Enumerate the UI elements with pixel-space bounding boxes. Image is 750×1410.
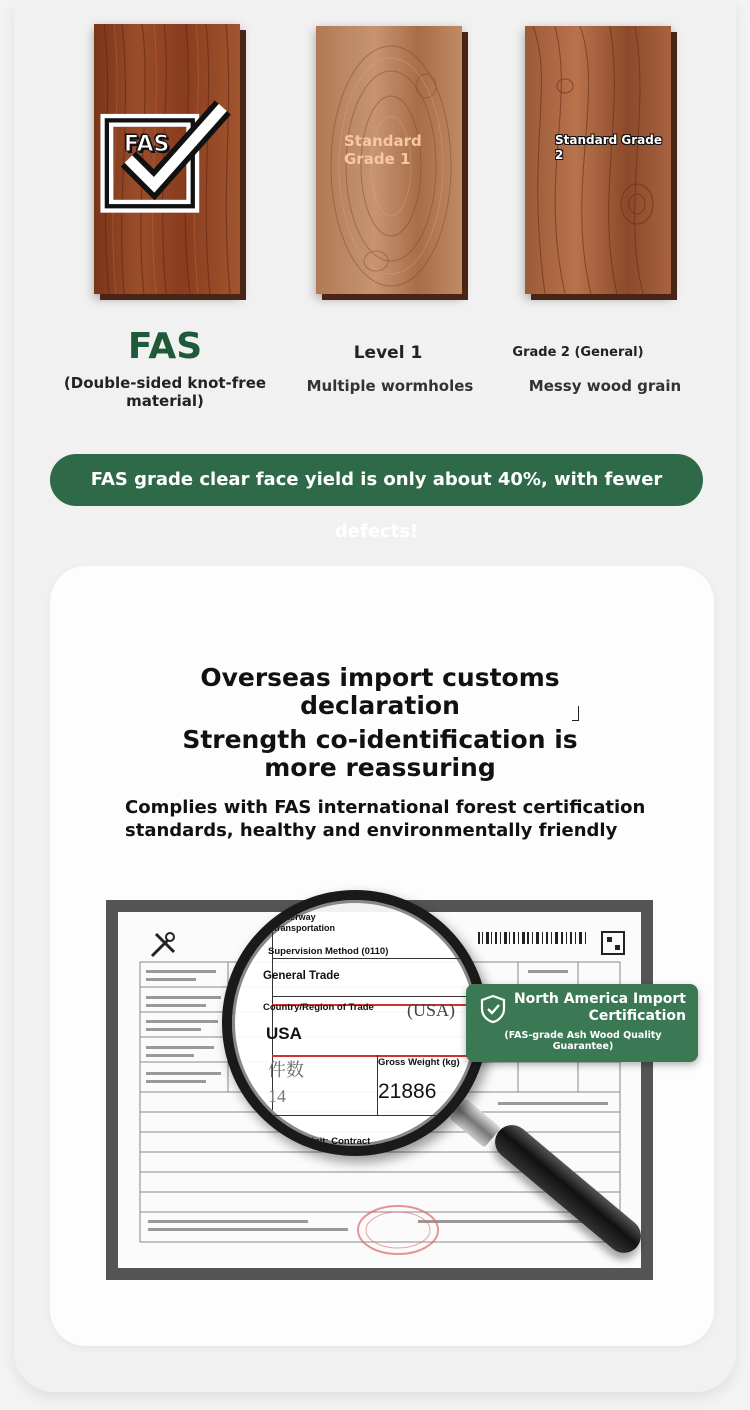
unit-label: Unit: Contract — [307, 1136, 371, 1147]
customs-heading: Overseas import customs declaration — [200, 663, 560, 720]
certification-subheading: Complies with FAS international forest certification standards, healthy and environmentally friendly — [125, 797, 646, 841]
grade2-description: Messy wood grain — [528, 377, 682, 395]
country-code: (USA) — [407, 1000, 455, 1020]
fas-grade-title: FAS — [127, 326, 203, 367]
checkbox-check-icon — [94, 24, 240, 294]
certification-title: North America Import Certification — [513, 991, 686, 1024]
shield-check-icon — [480, 994, 506, 1024]
certification-subtitle: (FAS-grade Ash Wood Quality Guarantee) — [504, 1030, 662, 1052]
level1-grade-title: Level 1 — [353, 343, 423, 363]
fas-wood-board-image — [94, 24, 240, 294]
grade2-wood-board-image — [525, 26, 671, 294]
tools-icon — [148, 930, 178, 960]
country-value: USA — [266, 1024, 302, 1043]
identification-heading: Strength co-identification is more reassuring — [182, 725, 578, 782]
country-label: Country/Region of Trade — [263, 1002, 374, 1013]
grade2-board-label: Standard Grade 2 — [555, 133, 662, 162]
magnifier-lens — [222, 890, 488, 1156]
grade1-board-label: Standard Grade 1 — [344, 132, 422, 168]
grade2-title: Grade 2 (General) — [512, 345, 644, 360]
gross-weight-value: 21886 — [378, 1080, 437, 1103]
gross-weight-label: Gross Weight (kg) — [378, 1057, 460, 1068]
pieces-value: 14 — [268, 1086, 286, 1106]
grade1-wood-board-image — [316, 26, 462, 294]
level1-grade-description: Multiple wormholes — [306, 377, 474, 395]
supervision-method: Supervision Method (0110) — [268, 946, 389, 957]
trade-type: General Trade — [263, 970, 340, 982]
yield-banner: FAS grade clear face yield is only about 40%, with fewer defects! — [50, 454, 703, 506]
fas-grade-description: (Double-sided knot-free material) — [63, 374, 267, 410]
transport-label: Waterway transportation — [274, 912, 336, 933]
fas-board-label: FAS — [124, 132, 170, 157]
corner-mark — [572, 706, 579, 721]
pieces-label: 件数 — [268, 1060, 304, 1081]
certification-badge — [466, 984, 698, 1062]
